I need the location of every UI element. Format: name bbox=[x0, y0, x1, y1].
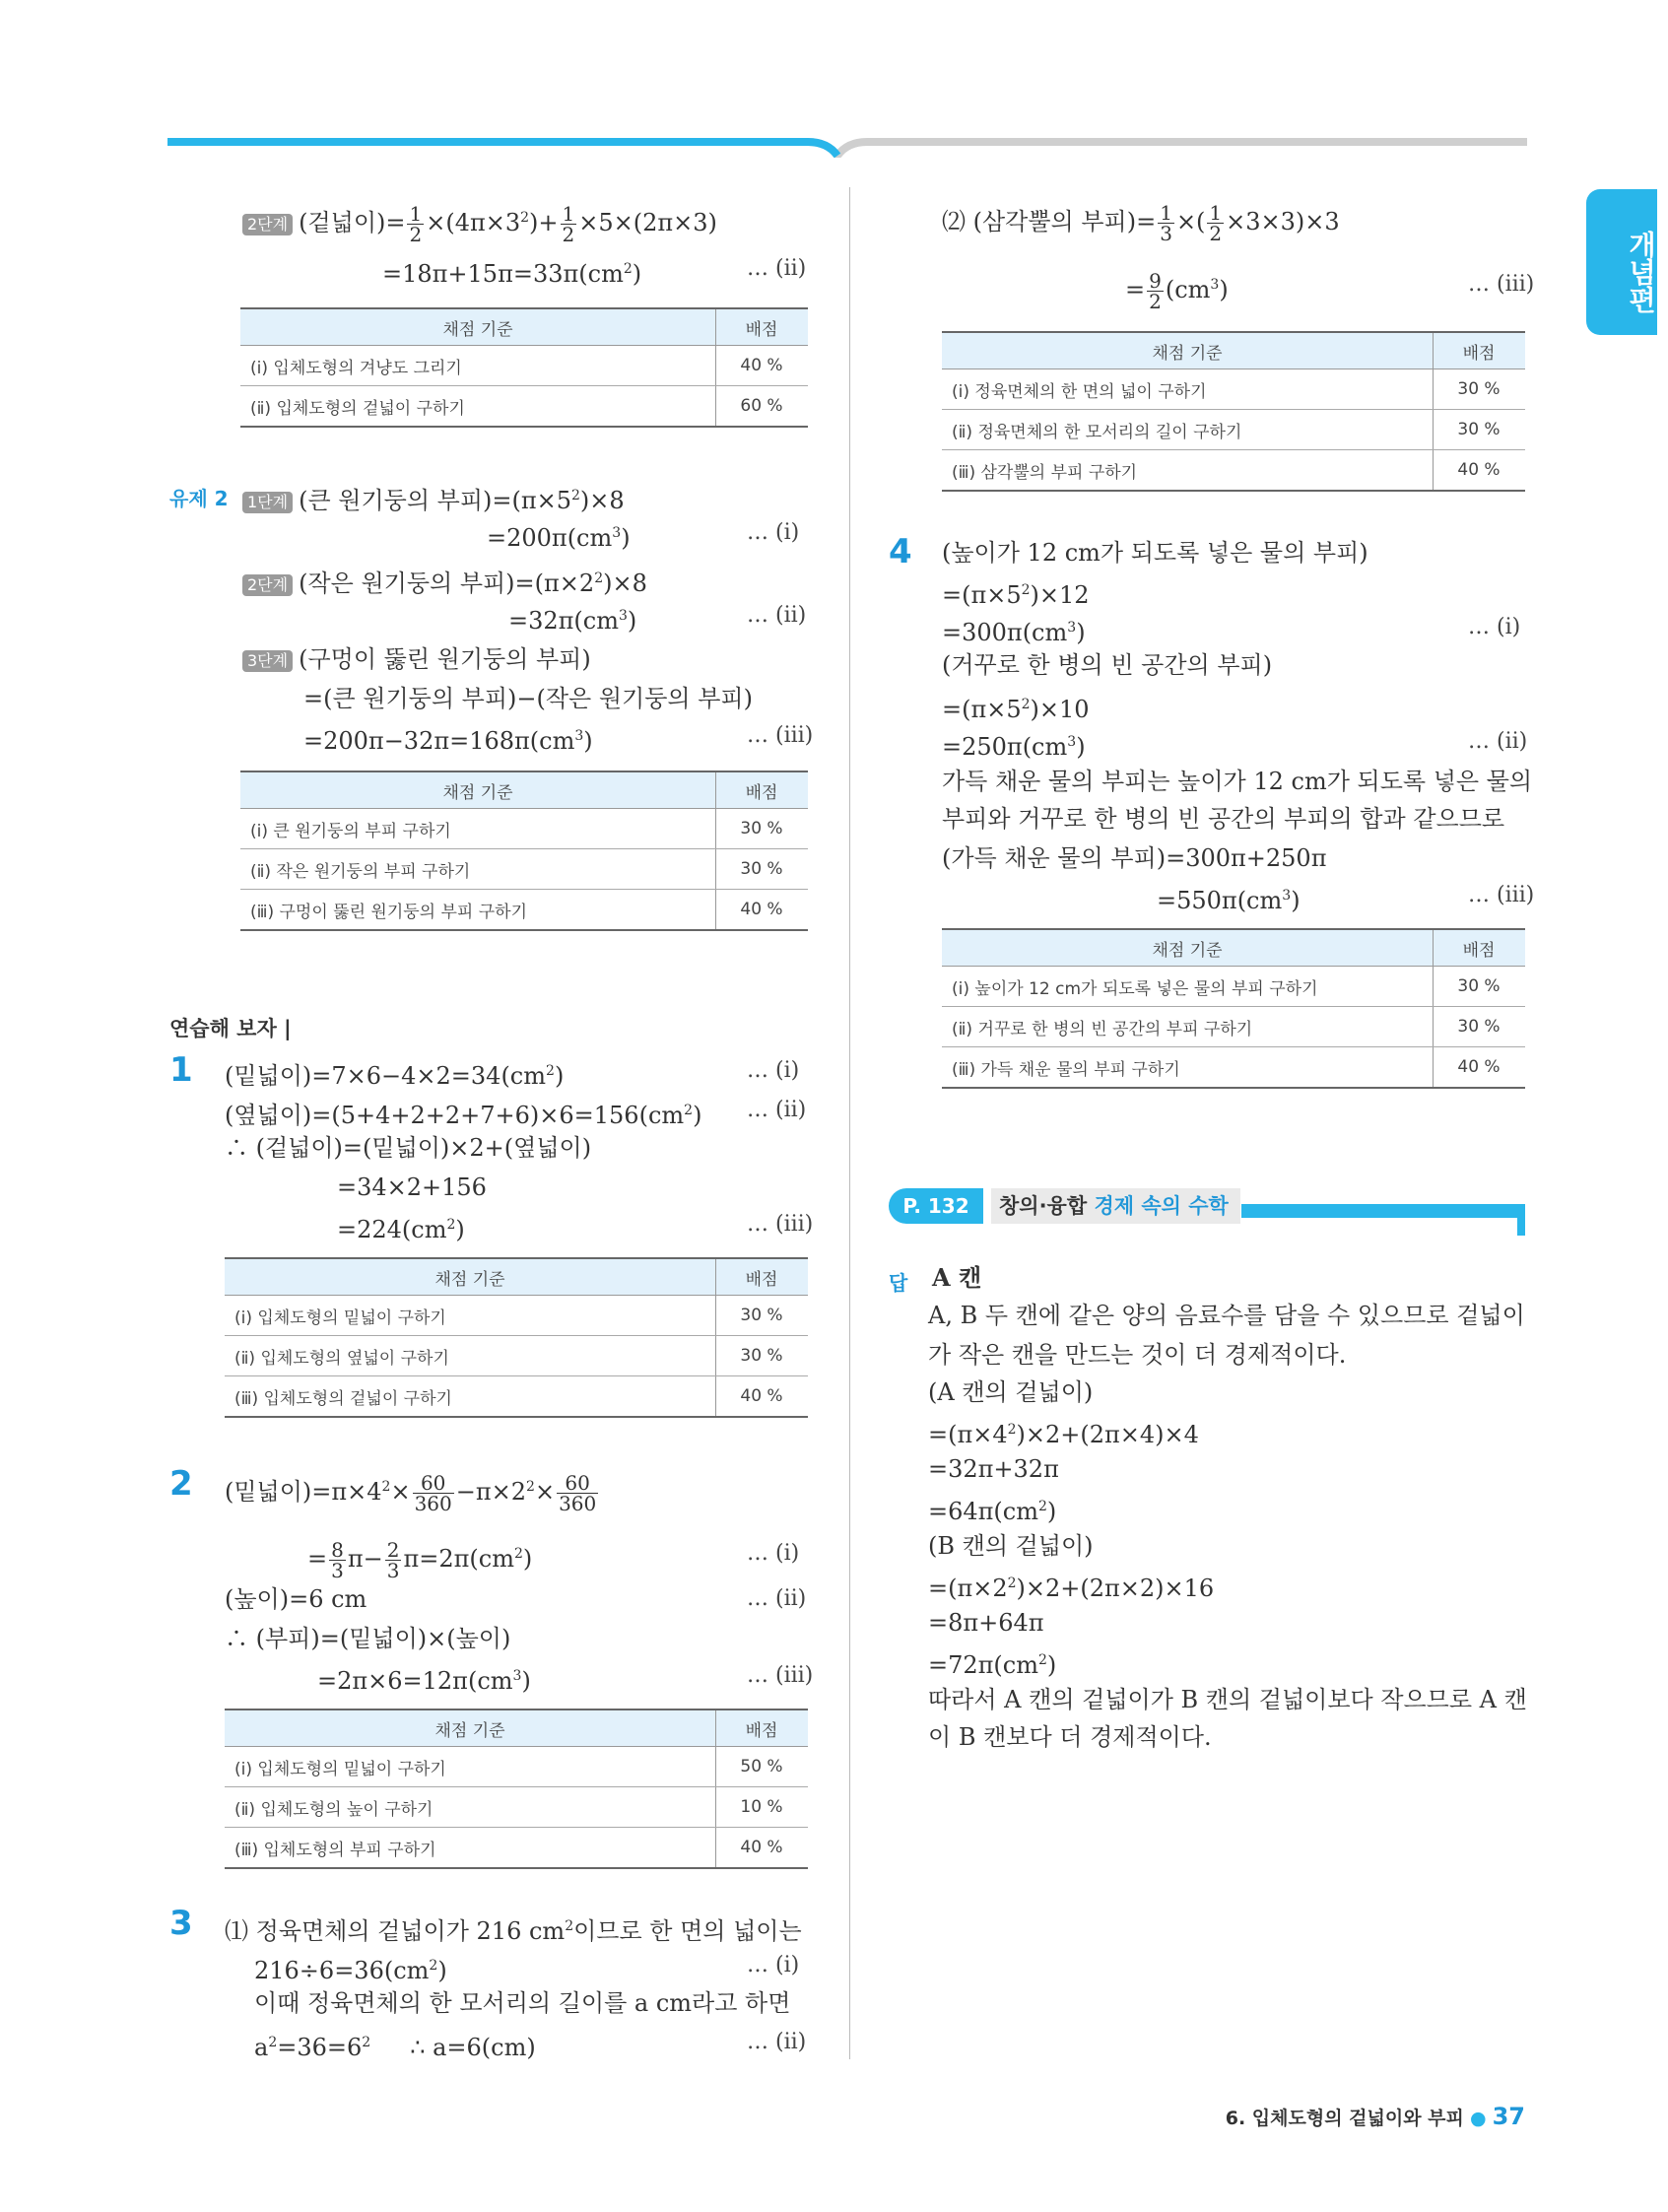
ans-line10: $=72\pi(cm^2)$ bbox=[928, 1651, 1057, 1679]
mark-i: … (ⅰ) bbox=[747, 1541, 800, 1566]
p2-line5: $=2\pi\times 6=12\pi(cm^3)$ bbox=[317, 1667, 531, 1695]
mark-ii: … (ⅱ) bbox=[747, 2030, 807, 2054]
ans-line11: 따라서 A 캔의 겉넓이가 B 캔의 겉넓이보다 작으므로 A 캔 bbox=[928, 1686, 1527, 1713]
table-row: (ⅰ) 입체도형의 밑넓이 구하기 30 % bbox=[225, 1296, 808, 1336]
problem-number: 4 bbox=[889, 532, 912, 571]
table-row: (ⅰ) 큰 원기둥의 부피 구하기 30 % bbox=[240, 809, 808, 849]
banner-page-pill: P. 132 bbox=[889, 1188, 983, 1224]
practice-title: 연습해 보자 | bbox=[169, 1017, 292, 1040]
footer-dot-icon: ● bbox=[1469, 2108, 1487, 2129]
table-row: (ⅲ) 입체도형의 겉넓이 구하기 40 % bbox=[225, 1376, 808, 1418]
banner-underline bbox=[1241, 1204, 1525, 1218]
p1-line3: ∴ (겉넓이)=(밑넓이)×2+(옆넓이) bbox=[225, 1134, 592, 1162]
table-row: (ⅲ) 가득 채운 물의 부피 구하기 40 % bbox=[942, 1047, 1525, 1089]
p2-line3: (높이)=6 cm bbox=[225, 1585, 367, 1613]
mark-i: … (ⅰ) bbox=[747, 1058, 800, 1083]
ans-line1: A, B 두 캔에 같은 양의 음료수를 담을 수 있으므로 겉넓이 bbox=[928, 1302, 1525, 1329]
p4-line9: (가득 채운 물의 부피)=300π+250π bbox=[942, 844, 1327, 872]
p1-line5: $=224(cm^2)$ bbox=[337, 1216, 465, 1243]
p4-line4: (거꾸로 한 병의 빈 공간의 부피) bbox=[942, 651, 1273, 679]
left-top-line2: $=18\pi+15\pi=33\pi(cm^2)$ bbox=[382, 260, 642, 288]
ans-line2: 가 작은 캔을 만드는 것이 더 경제적이다. bbox=[928, 1341, 1347, 1369]
table-row: (ⅱ) 입체도형의 높이 구하기 10 % bbox=[225, 1787, 808, 1828]
score-table-6: 채점 기준 배점 (ⅰ) 높이가 12 cm가 되도록 넣은 물의 부피 구하기 30 % (ⅱ) 거꾸로 한 병의 빈 공간의 부피 구하기 30 % (ⅲ) 가득 채운 물의 부피 구하기 40 % bbox=[942, 928, 1525, 1089]
ans-line7: (B 캔의 겉넓이) bbox=[928, 1532, 1094, 1560]
side-tab-label: 개념편 bbox=[1625, 231, 1657, 313]
p1-line4: =34×2+156 bbox=[337, 1173, 487, 1201]
p4-line6: $=250\pi(cm^3)$ bbox=[942, 733, 1086, 761]
answer-label: 답 bbox=[889, 1271, 908, 1295]
section-banner bbox=[887, 1184, 1525, 1240]
p4-line2: $=(\pi\times 5^2)\times 12$ bbox=[942, 581, 1090, 609]
ans-line5: =32π+32π bbox=[928, 1455, 1059, 1483]
header-bar bbox=[167, 128, 1527, 158]
p4-line10: $=550\pi(cm^3)$ bbox=[1157, 887, 1301, 914]
ans-line12: 이 B 캔보다 더 경제적이다. bbox=[928, 1723, 1212, 1751]
score-table-4: 채점 기준 배점 (ⅰ) 입체도형의 밑넓이 구하기 50 % (ⅱ) 입체도형의 높이 구하기 10 % (ⅲ) 입체도형의 부피 구하기 40 % bbox=[225, 1709, 808, 1869]
mark-ii: … (ⅱ) bbox=[747, 256, 807, 281]
ans-line3: (A 캔의 겉넓이) bbox=[928, 1378, 1094, 1406]
table-row: (ⅱ) 입체도형의 겉넓이 구하기 60 % bbox=[240, 386, 808, 428]
yuje-line2: $=200\pi(cm^3)$ bbox=[487, 524, 631, 552]
yuje-line5: 3단계 (구멍이 뚫린 원기둥의 부피) bbox=[242, 644, 591, 674]
mark-ii: … (ⅱ) bbox=[1468, 729, 1528, 754]
table-row: (ⅱ) 정육면체의 한 모서리의 길이 구하기 30 % bbox=[942, 410, 1525, 450]
yuje-line7: $=200\pi-32\pi=168\pi(cm^3)$ bbox=[303, 727, 593, 755]
problem-number: 3 bbox=[169, 1904, 193, 1943]
p3-line1: ⑴ 정육면체의 겉넓이가 216 $cm^2$이므로 한 면의 넓이는 bbox=[225, 1917, 802, 1945]
yuje-line1: 1단계 (큰 원기둥의 부피)$=(\pi\times 5^2)\times 8$ bbox=[242, 481, 625, 515]
banner-title: 창의·융합 경제 속의 수학 bbox=[991, 1188, 1240, 1224]
p1-line1: (밑넓이)$=7\times 6-4\times 2=34(cm^2)$ bbox=[225, 1062, 565, 1090]
p2-line4: ∴ (부피)=(밑넓이)×(높이) bbox=[225, 1625, 511, 1652]
answer-value: A 캔 bbox=[932, 1263, 982, 1292]
column-divider bbox=[849, 187, 850, 2059]
mark-i: … (ⅰ) bbox=[747, 520, 800, 545]
table-row: (ⅰ) 입체도형의 겨냥도 그리기 40 % bbox=[240, 346, 808, 386]
table-row: (ⅲ) 삼각뿔의 부피 구하기 40 % bbox=[942, 450, 1525, 492]
p1-line2: (옆넓이)$=(5+4+2+2+7+6)\times 6=156(cm^2)$ bbox=[225, 1102, 702, 1129]
table-row: (ⅲ) 구멍이 뚫린 원기둥의 부피 구하기 40 % bbox=[240, 890, 808, 931]
table-row: (ⅰ) 입체도형의 밑넓이 구하기 50 % bbox=[225, 1747, 808, 1787]
table-row: (ⅱ) 입체도형의 옆넓이 구하기 30 % bbox=[225, 1336, 808, 1376]
p3-line3: 이때 정육면체의 한 모서리의 길이를 a cm라고 하면 bbox=[254, 1989, 791, 2017]
right-line1: ⑵ (삼각뿔의 부피)= $\frac{1}{3}$ ×( $\frac{1}{2}$ ×3×3)×3 bbox=[942, 201, 1340, 245]
score-table-1: 채점 기준 배점 (ⅰ) 입체도형의 겨냥도 그리기 40 % (ⅱ) 입체도형의 겉넓이 구하기 60 % bbox=[240, 307, 808, 428]
p3-line2: $216\div 6=36(cm^2)$ bbox=[254, 1957, 447, 1984]
table-row: (ⅱ) 거꾸로 한 병의 빈 공간의 부피 구하기 30 % bbox=[942, 1007, 1525, 1047]
mark-iii: … (ⅲ) bbox=[747, 723, 814, 748]
p2-line2: = $\frac{8}{3}$ π− $\frac{2}{3}$ $\pi=2\pi(cm^2)$ bbox=[307, 1538, 533, 1582]
mark-i: … (ⅰ) bbox=[1468, 615, 1521, 639]
footer bbox=[1182, 2103, 1525, 2130]
ans-line6: $=64\pi(cm^2)$ bbox=[928, 1498, 1057, 1525]
p2-line1: (밑넓이)$=\pi\times 4^2\times$ $\frac{60}{360}$ $-\pi\times 2^2\times$ $\frac{60}{360}$ bbox=[225, 1471, 597, 1515]
yuje-line4: $=32\pi(cm^3)$ bbox=[508, 607, 637, 635]
side-tab bbox=[1586, 189, 1657, 335]
mark-ii: … (ⅱ) bbox=[747, 1098, 807, 1122]
p3-line4: $a^2=36=6^2$ ∴ a=6(cm) bbox=[254, 2034, 536, 2061]
p4-line1: (높이가 12 cm가 되도록 넣은 물의 부피) bbox=[942, 539, 1368, 567]
mark-ii: … (ⅱ) bbox=[747, 1586, 807, 1611]
score-table-2: 채점 기준 배점 (ⅰ) 큰 원기둥의 부피 구하기 30 % (ⅱ) 작은 원기둥의 부피 구하기 30 % (ⅲ) 구멍이 뚫린 원기둥의 부피 구하기 40 % bbox=[240, 771, 808, 931]
yuje-line3: 2단계 (작은 원기둥의 부피)$=(\pi\times 2^2)\times 8$ bbox=[242, 564, 647, 598]
p4-line3: $=300\pi(cm^3)$ bbox=[942, 619, 1086, 646]
p4-line7: 가득 채운 물의 부피는 높이가 12 cm가 되도록 넣은 물의 bbox=[942, 768, 1533, 795]
footer-chapter: 6. 입체도형의 겉넓이와 부피 bbox=[1225, 2108, 1464, 2129]
score-table-5: 채점 기준 배점 (ⅰ) 정육면체의 한 면의 넓이 구하기 30 % (ⅱ) 정육면체의 한 모서리의 길이 구하기 30 % (ⅲ) 삼각뿔의 부피 구하기 40 % bbox=[942, 331, 1525, 492]
problem-number: 2 bbox=[169, 1464, 193, 1504]
ans-line8: $=(\pi\times 2^2)\times 2+(2\pi\times 2)\times 16$ bbox=[928, 1575, 1215, 1602]
left-top-line1: 2단계 (겉넓이)= $\frac{1}{2}$ $\times(4\pi\times 3^2)+$ $\frac{1}{2}$ ×5×(2π×3) bbox=[242, 203, 717, 244]
p4-line5: $=(\pi\times 5^2)\times 10$ bbox=[942, 696, 1090, 723]
mark-iii: … (ⅲ) bbox=[1468, 883, 1535, 907]
score-table-3: 채점 기준 배점 (ⅰ) 입체도형의 밑넓이 구하기 30 % (ⅱ) 입체도형의 옆넓이 구하기 30 % (ⅲ) 입체도형의 겉넓이 구하기 40 % bbox=[225, 1257, 808, 1418]
page-number: 37 bbox=[1492, 2103, 1525, 2130]
right-line2: = $\frac{9}{2}$ $(cm^3)$ bbox=[1125, 269, 1229, 313]
ans-line9: =8π+64π bbox=[928, 1609, 1044, 1637]
p4-line8: 부피와 거꾸로 한 병의 빈 공간의 부피의 합과 같으므로 bbox=[942, 805, 1505, 833]
step-badge: 2단계 bbox=[242, 214, 293, 235]
mark-iii: … (ⅲ) bbox=[1468, 272, 1535, 297]
mark-ii: … (ⅱ) bbox=[747, 603, 807, 628]
banner-underline-tail bbox=[1517, 1204, 1525, 1236]
table-row: (ⅲ) 입체도형의 부피 구하기 40 % bbox=[225, 1828, 808, 1869]
mark-iii: … (ⅲ) bbox=[747, 1212, 814, 1237]
yuje-label: 유제 2 bbox=[169, 487, 229, 510]
table-row: (ⅰ) 정육면체의 한 면의 넓이 구하기 30 % bbox=[942, 369, 1525, 410]
table-row: (ⅰ) 높이가 12 cm가 되도록 넣은 물의 부피 구하기 30 % bbox=[942, 967, 1525, 1007]
problem-number: 1 bbox=[169, 1050, 193, 1090]
mark-i: … (ⅰ) bbox=[747, 1953, 800, 1977]
table-row: (ⅱ) 작은 원기둥의 부피 구하기 30 % bbox=[240, 849, 808, 890]
mark-iii: … (ⅲ) bbox=[747, 1663, 814, 1688]
ans-line4: $=(\pi\times 4^2)\times 2+(2\pi\times 4)\times 4$ bbox=[928, 1421, 1199, 1448]
yuje-line6: =(큰 원기둥의 부피)−(작은 원기둥의 부피) bbox=[303, 685, 753, 712]
